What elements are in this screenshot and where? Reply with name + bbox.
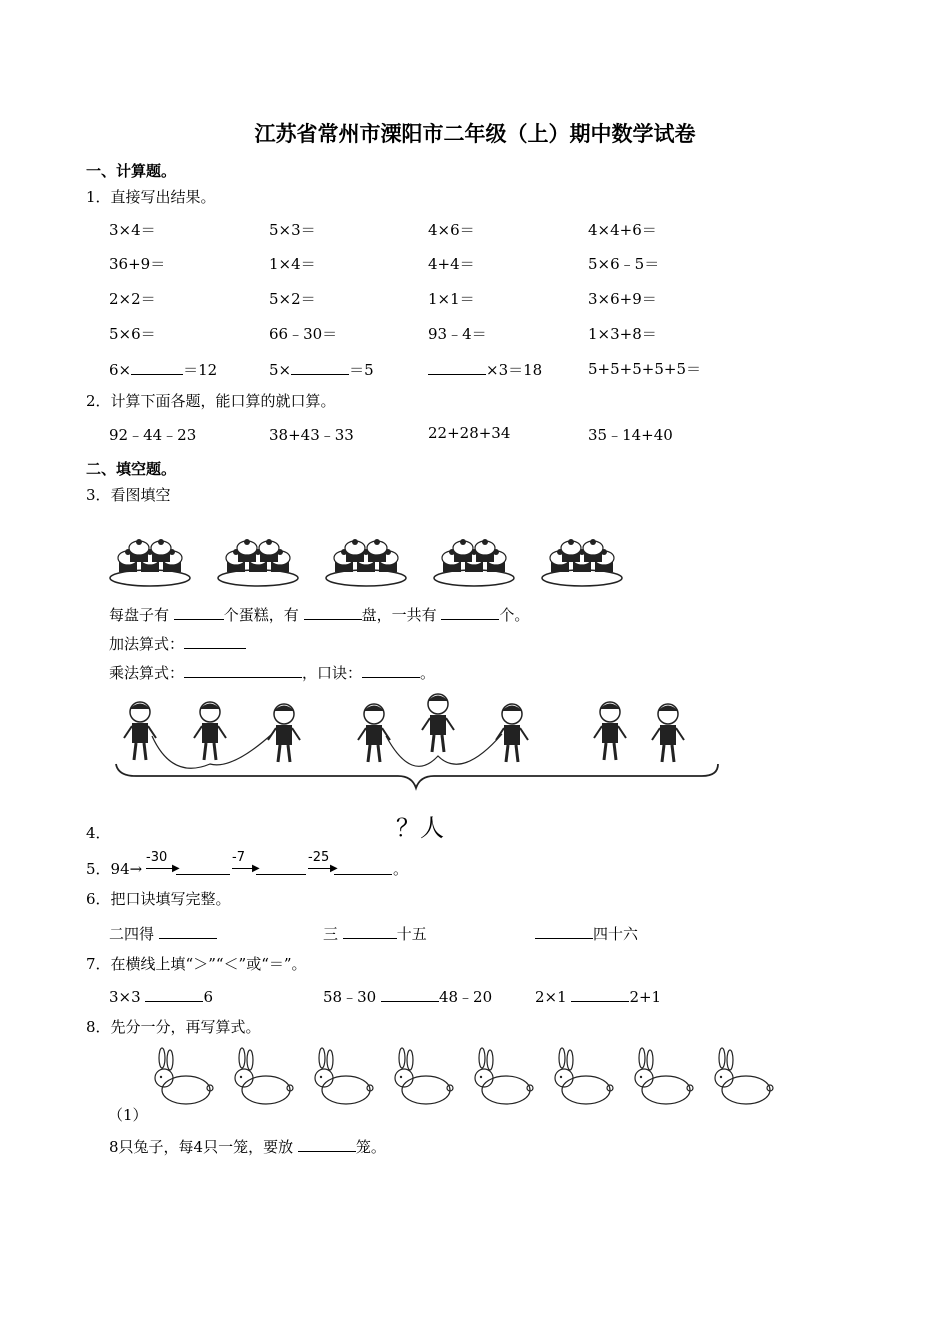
rabbit-body <box>322 1076 370 1104</box>
child-arm <box>594 726 602 738</box>
answer-blank[interactable] <box>571 987 629 1002</box>
q1-item: 5×6＝ <box>109 325 156 343</box>
child-leg <box>368 745 370 762</box>
answer-blank[interactable] <box>184 634 246 649</box>
rabbit-ear <box>407 1050 413 1070</box>
answer-blank[interactable] <box>381 987 439 1002</box>
rabbit <box>395 1048 453 1104</box>
child-leg <box>516 745 518 762</box>
answer-blank[interactable] <box>304 605 362 620</box>
rabbit-ear <box>247 1050 253 1070</box>
q1-item: 66﹣30＝ <box>269 325 338 343</box>
cupcake-cherry <box>482 539 488 545</box>
q2-item-3: 22+28+34 <box>428 424 511 442</box>
child-arm <box>194 726 202 738</box>
q1-item: 5×2＝ <box>269 290 316 308</box>
child <box>652 704 684 762</box>
child-leg <box>288 745 290 762</box>
child-body <box>202 723 218 743</box>
q8-line: 8只兔子，每4只一笼，要放 笼。 <box>109 1138 386 1156</box>
child-leg <box>614 743 616 760</box>
answer-blank[interactable] <box>298 1137 356 1152</box>
cupcake-cherry <box>158 539 164 545</box>
q1-item: 4×4+6＝ <box>588 221 657 239</box>
answer-blank[interactable] <box>343 924 397 939</box>
child-arm <box>422 718 430 730</box>
child-body <box>132 723 148 743</box>
child-body <box>276 725 292 745</box>
cupcake-cherry <box>568 539 574 545</box>
rabbit-ear <box>719 1048 725 1068</box>
q3-add-line: 加法算式： <box>109 634 246 653</box>
child-leg <box>432 735 434 752</box>
rabbits-figure <box>148 1046 778 1116</box>
child-leg <box>134 743 136 760</box>
rabbit <box>715 1048 773 1104</box>
child <box>496 704 528 762</box>
child-arm <box>652 728 660 740</box>
child-leg <box>662 745 664 762</box>
rabbit-eye <box>640 1076 642 1078</box>
op-minus-7: -7 <box>232 850 245 865</box>
question-3-label: 3．看图填空 <box>86 486 171 504</box>
cupcake-cherry <box>590 539 596 545</box>
rabbit-eye <box>240 1076 242 1078</box>
rabbit-ear <box>567 1050 573 1070</box>
child-arm <box>496 728 504 740</box>
op-minus-30: -30 <box>146 850 168 865</box>
rabbit-body <box>722 1076 770 1104</box>
answer-blank[interactable] <box>535 924 593 939</box>
child-arm <box>520 728 528 740</box>
cupcake <box>583 539 603 562</box>
question-7-label: 7．在横线上填“＞”“＜”或“＝”。 <box>86 955 307 973</box>
q1-item: 3×4＝ <box>109 221 156 239</box>
q1-fill-a: 6× ＝12 <box>109 361 218 379</box>
rabbit-ear <box>639 1048 645 1068</box>
answer-blank[interactable] <box>159 924 217 939</box>
rabbit-ear <box>559 1048 565 1068</box>
q1-item: 5×6﹣5＝ <box>588 255 660 273</box>
q3-mul-line: 乘法算式： ，口诀： 。 <box>109 664 436 682</box>
q1-item: 36+9＝ <box>109 255 166 273</box>
rabbit <box>555 1048 613 1104</box>
child <box>422 694 454 752</box>
cake-plates-figure <box>108 512 648 592</box>
rabbit-ear <box>479 1048 485 1068</box>
child-body <box>366 725 382 745</box>
q4-question-mark-people: ？人 <box>396 814 444 842</box>
child-leg <box>604 743 606 760</box>
q7-item-b: 58﹣30 48﹣20 <box>323 988 493 1006</box>
cupcake-cherry <box>352 539 358 545</box>
child-leg <box>672 745 674 762</box>
child <box>124 702 156 760</box>
rabbit-ear <box>239 1048 245 1068</box>
child <box>194 702 226 760</box>
answer-blank[interactable] <box>256 860 306 875</box>
rabbit <box>155 1048 213 1104</box>
q7-item-c: 2×1 2+1 <box>535 988 662 1006</box>
child-leg <box>204 743 206 760</box>
q1-fill-c: ×3＝18 <box>428 360 542 379</box>
cake-plate <box>434 539 514 586</box>
q6-item-a: 二四得 <box>109 924 217 943</box>
answer-blank[interactable] <box>145 987 203 1002</box>
q5-end: 。 <box>393 860 409 878</box>
q1-item: 5×3＝ <box>269 221 316 239</box>
child-arm <box>292 728 300 740</box>
section-heading-fill: 二、填空题。 <box>86 460 177 478</box>
child-leg <box>144 743 146 760</box>
answer-blank[interactable] <box>184 663 302 678</box>
child <box>268 704 300 762</box>
question-1-label: 1．直接写出结果。 <box>86 188 216 206</box>
child-body <box>602 723 618 743</box>
brace <box>116 764 718 788</box>
answer-blank[interactable] <box>174 605 224 620</box>
q1-item: 2×2＝ <box>109 290 156 308</box>
question-5-start: 5．94→ <box>86 860 143 878</box>
child-leg <box>378 745 380 762</box>
rabbit-eye <box>720 1076 722 1078</box>
question-8-label: 8．先分一分，再写算式。 <box>86 1018 261 1036</box>
rabbit-ear <box>487 1050 493 1070</box>
child-leg <box>506 745 508 762</box>
rabbit-ear <box>319 1048 325 1068</box>
cupcake <box>367 539 387 562</box>
q1-item: 3×6+9＝ <box>588 290 657 308</box>
rabbit-eye <box>480 1076 482 1078</box>
question-6-label: 6．把口诀填写完整。 <box>86 890 231 908</box>
cupcake <box>259 539 279 562</box>
child-arm <box>618 726 626 738</box>
cupcake <box>129 539 149 562</box>
rabbit-ear <box>327 1050 333 1070</box>
cupcake-cherry <box>460 539 466 545</box>
rabbit-ear <box>647 1050 653 1070</box>
question-2-label: 2．计算下面各题，能口算的就口算。 <box>86 392 336 410</box>
cupcake <box>237 539 257 562</box>
arrow-head: ▶ <box>330 863 338 874</box>
q1-fill-d: 5+5+5+5+5＝ <box>588 360 701 378</box>
plate <box>326 570 406 586</box>
child <box>594 702 626 760</box>
child-body <box>660 725 676 745</box>
cupcake-cherry <box>136 539 142 545</box>
child-arm <box>676 728 684 740</box>
cupcake <box>453 539 473 562</box>
q6-item-b: 三 十五 <box>323 925 427 943</box>
cake-plate <box>542 539 622 586</box>
child-arm <box>358 728 366 740</box>
rabbit <box>235 1048 293 1104</box>
cupcake <box>151 539 171 562</box>
plate <box>542 570 622 586</box>
answer-blank[interactable] <box>441 605 499 620</box>
child-arm <box>382 728 390 740</box>
q8-sub-label: （1） <box>108 1106 148 1124</box>
rabbit-body <box>402 1076 450 1104</box>
rabbit-ear <box>399 1048 405 1068</box>
child-body <box>430 715 446 735</box>
rabbit-body <box>162 1076 210 1104</box>
answer-blank[interactable] <box>334 860 392 875</box>
rabbit <box>475 1048 533 1104</box>
question-4-label: 4． <box>86 824 111 842</box>
answer-blank[interactable] <box>428 360 486 375</box>
child-leg <box>442 735 444 752</box>
rabbit-eye <box>400 1076 402 1078</box>
q7-item-a: 3×3 6 <box>109 988 213 1006</box>
rabbit-body <box>242 1076 290 1104</box>
q1-item: 1×1＝ <box>428 290 475 308</box>
rabbit-ear <box>159 1048 165 1068</box>
q2-item-1: 92﹣44﹣23 <box>109 426 197 444</box>
op-minus-25: -25 <box>308 850 330 865</box>
rabbit-ear <box>167 1050 173 1070</box>
cake-plate <box>218 539 298 586</box>
rabbit-body <box>642 1076 690 1104</box>
answer-blank[interactable] <box>291 360 349 375</box>
q1-item: 1×4＝ <box>269 255 316 273</box>
child-body <box>504 725 520 745</box>
child-arm <box>218 726 226 738</box>
child-leg <box>278 745 280 762</box>
cupcake <box>345 539 365 562</box>
cupcake-cherry <box>374 539 380 545</box>
q1-item: 93﹣4＝ <box>428 325 487 343</box>
rabbit-eye <box>320 1076 322 1078</box>
arrow-head: ▶ <box>172 863 180 874</box>
cake-plate <box>326 539 406 586</box>
child-arm <box>446 718 454 730</box>
q2-item-4: 35﹣14+40 <box>588 426 673 444</box>
cupcake <box>475 539 495 562</box>
q3-line-1: 每盘子有 个蛋糕，有 盘，一共有 个。 <box>109 606 530 624</box>
rabbit-ear <box>727 1050 733 1070</box>
q1-item: 1×3+8＝ <box>588 325 657 343</box>
plate <box>218 570 298 586</box>
section-heading-calc: 一、计算题。 <box>86 162 177 180</box>
q1-fill-b: 5× ＝5 <box>269 361 374 379</box>
child <box>358 704 390 762</box>
rabbit-body <box>562 1076 610 1104</box>
cake-plate <box>110 539 190 586</box>
rabbit <box>635 1048 693 1104</box>
cupcake-cherry <box>266 539 272 545</box>
plate <box>110 570 190 586</box>
rabbit-body <box>482 1076 530 1104</box>
q1-item: 4+4＝ <box>428 255 475 273</box>
q1-item: 4×6＝ <box>428 221 475 239</box>
page-title: 江苏省常州市溧阳市二年级（上）期中数学试卷 <box>254 122 696 146</box>
arrow-head: ▶ <box>252 863 260 874</box>
rabbit-eye <box>560 1076 562 1078</box>
q2-item-2: 38+43﹣33 <box>269 426 354 444</box>
q6-item-c: 四十六 <box>535 924 638 943</box>
plate <box>434 570 514 586</box>
cupcake-cherry <box>244 539 250 545</box>
rabbit-eye <box>160 1076 162 1078</box>
cupcake <box>561 539 581 562</box>
answer-blank[interactable] <box>362 663 420 678</box>
answer-blank[interactable] <box>131 360 183 375</box>
rabbit <box>315 1048 373 1104</box>
child-leg <box>214 743 216 760</box>
child-arm <box>124 726 132 738</box>
answer-blank[interactable] <box>176 860 230 875</box>
